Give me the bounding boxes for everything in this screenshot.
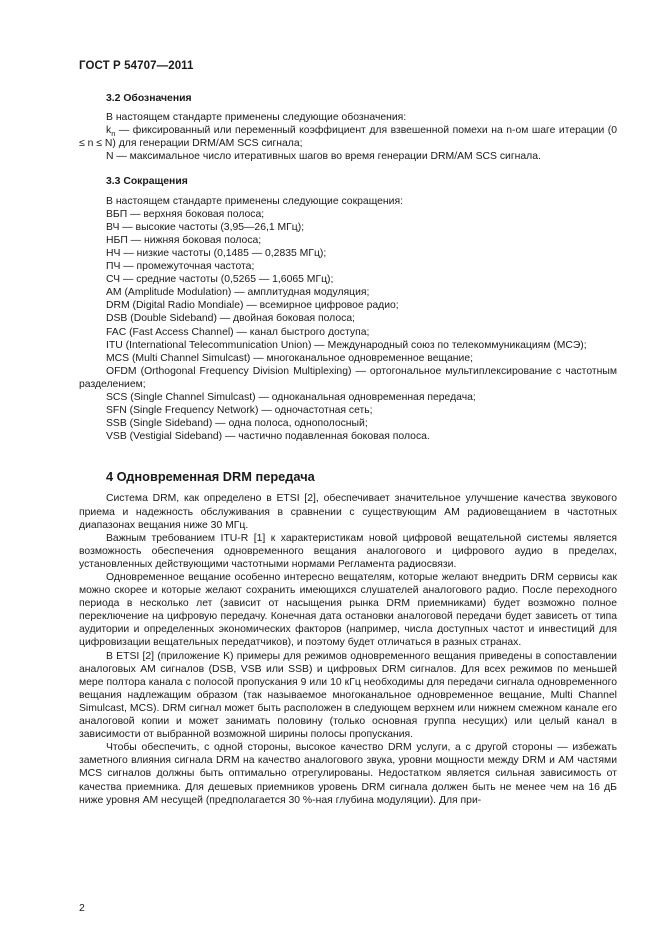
kn-definition-text: — фиксированный или переменный коэффициент для взвешенной помехи на n-ом шаге итерации (0 ≤ n ≤ N) для генерации DRM/AM SCS сигнала; — [79, 125, 617, 150]
abbrev-item: СЧ — средние частоты (0,5265 — 1,6065 МГц); — [106, 274, 334, 286]
abbrev-item: DSB (Double Sideband) — двойная боковая полоса; — [106, 313, 356, 325]
abbrev-item: DRM (Digital Radio Mondiale) — всемирное цифровое радио; — [106, 300, 399, 312]
n-definition: N — максимальное число итеративных шагов во время генерации DRM/AM SCS сигнала. — [106, 151, 541, 163]
abbrev-item: SFN (Single Frequency Network) — одночастотная сеть; — [106, 405, 373, 417]
section-3-2-intro: В настоящем стандарте применены следующие обозначения: — [106, 112, 407, 124]
abbrev-item-ofdm: OFDM (Orthogonal Frequency Division Multiplexing) — ортогональное мультиплексирование с частотным разделением; — [79, 365, 617, 390]
abbrev-item: FAC (Fast Access Channel) — канал быстрого доступа; — [106, 326, 370, 338]
section-3-3-title: 3.3 Сокращения — [106, 176, 188, 188]
abbrev-item: НЧ — низкие частоты (0,1485 — 0,2835 МГц); — [106, 247, 327, 259]
kn-definition — [79, 124, 617, 150]
abbrev-item: VSB (Vestigial Sideband) — частично подавленная боковая полоса. — [106, 431, 430, 443]
section-3-2-title: 3.2 Обозначения — [106, 93, 192, 104]
abbrev-item: AM (Amplitude Modulation) — амплитудная модуляция; — [106, 287, 370, 299]
section-4-paragraph: В ETSI [2] (приложение K) примеры для режимов одновременного вещания приведены в сопоставлении аналоговых AM сигналов (DSB, VSB или SSB) и цифровых DRM сигналов. Для всех режимов по меньшей мере полтора канала с полосой пропускания 9 или 10 кГц необходимы для передачи сигнала одновременного вещания надлежащим образом (так называемое многоканальное одновременное вещание, Multi Channel Simulcast, MCS). DRM сигнал может быть расположен в следующем верхнем или нижнем смежном канале его аналоговой копии и может занимать половину (только основная группа несущих) или целый канал в зависимости от выбранной возможной ширины полосы пропускания. — [79, 650, 617, 741]
section-4-paragraph: Чтобы обеспечить, с одной стороны, высокое качество DRM услуги, а с другой стороны — избежать заметного влияния сигнала DRM на качество аналогового звука, уровни мощности между DRM и AM частями MCS сигналов должны быть оптимально отрегулированы. Недостатком является сильная зависимость от качества приемника. Для дешевых приемников уровень DRM сигнала должен быть не менее чем на 16 дБ ниже уровня AM несущей (предполагается 30 %-ная глубина модуляции). Для при- — [79, 742, 617, 806]
abbrev-item: НБП — нижняя боковая полоса; — [106, 234, 262, 246]
section-4-paragraph: Система DRM, как определено в ETSI [2], обеспечивает значительное улучшение качества звукового приема и надежность обслуживания в сравнении с существующим AM радиовещанием в частотных диапазонах вещания ниже 30 МГц. — [79, 493, 617, 531]
abbrev-item: ITU (International Telecommunication Union) — Международный союз по телекоммуникациям (МСЭ); — [106, 339, 587, 351]
section-3-3-intro: В настоящем стандарте применены следующие сокращения: — [106, 195, 403, 207]
section-4-title: 4 Одновременная DRM передача — [106, 469, 315, 485]
kn-symbol: k — [106, 125, 112, 137]
abbrev-item: ПЧ — промежуточная частота; — [106, 261, 255, 273]
kn-subscript: n — [111, 129, 116, 139]
abbrev-item: SCS (Single Channel Simulcast) — одноканальная одновременная передача; — [106, 391, 476, 403]
page-number: 2 — [79, 902, 85, 914]
section-4-paragraph: Одновременное вещание особенно интересно вещателям, которые желают внедрить DRM сервисы как можно скорее и которые желают сохранить имеющихся слушателей аналогового радио. После переходного периода в несколько лет (зависит от насыщения рынка DRM приемниками) будет возможно полное переключение на цифровую передачу. Конечная дата остановки аналоговой передачи будет зависеть от типа аудитории и определенных экономических факторов (например, числа доступных частот и инвестиций для цифровизации вещательных передатчиков), и поэтому будет отличаться в разных странах. — [79, 572, 617, 649]
abbrev-item: ВБП — верхняя боковая полоса; — [106, 208, 265, 220]
abbrev-item: SSB (Single Sideband) — одна полоса, однополосный; — [106, 418, 368, 430]
document-body — [79, 88, 617, 807]
abbrev-item: ВЧ — высокие частоты (3,95—26,1 МГц); — [106, 221, 305, 233]
abbrev-item: MCS (Multi Channel Simulcast) — многоканальное одновременное вещание; — [106, 352, 474, 364]
section-4-paragraph: Важным требованием ITU-R [1] к характеристикам новой цифровой вещательной системы является возможность обеспечения одновременного вещания аналогового и цифрового аудио в пределах, установленных действующими частотными нормами Регламента радиосвязи. — [79, 532, 617, 570]
document-code-header: ГОСТ Р 54707—2011 — [79, 60, 194, 72]
